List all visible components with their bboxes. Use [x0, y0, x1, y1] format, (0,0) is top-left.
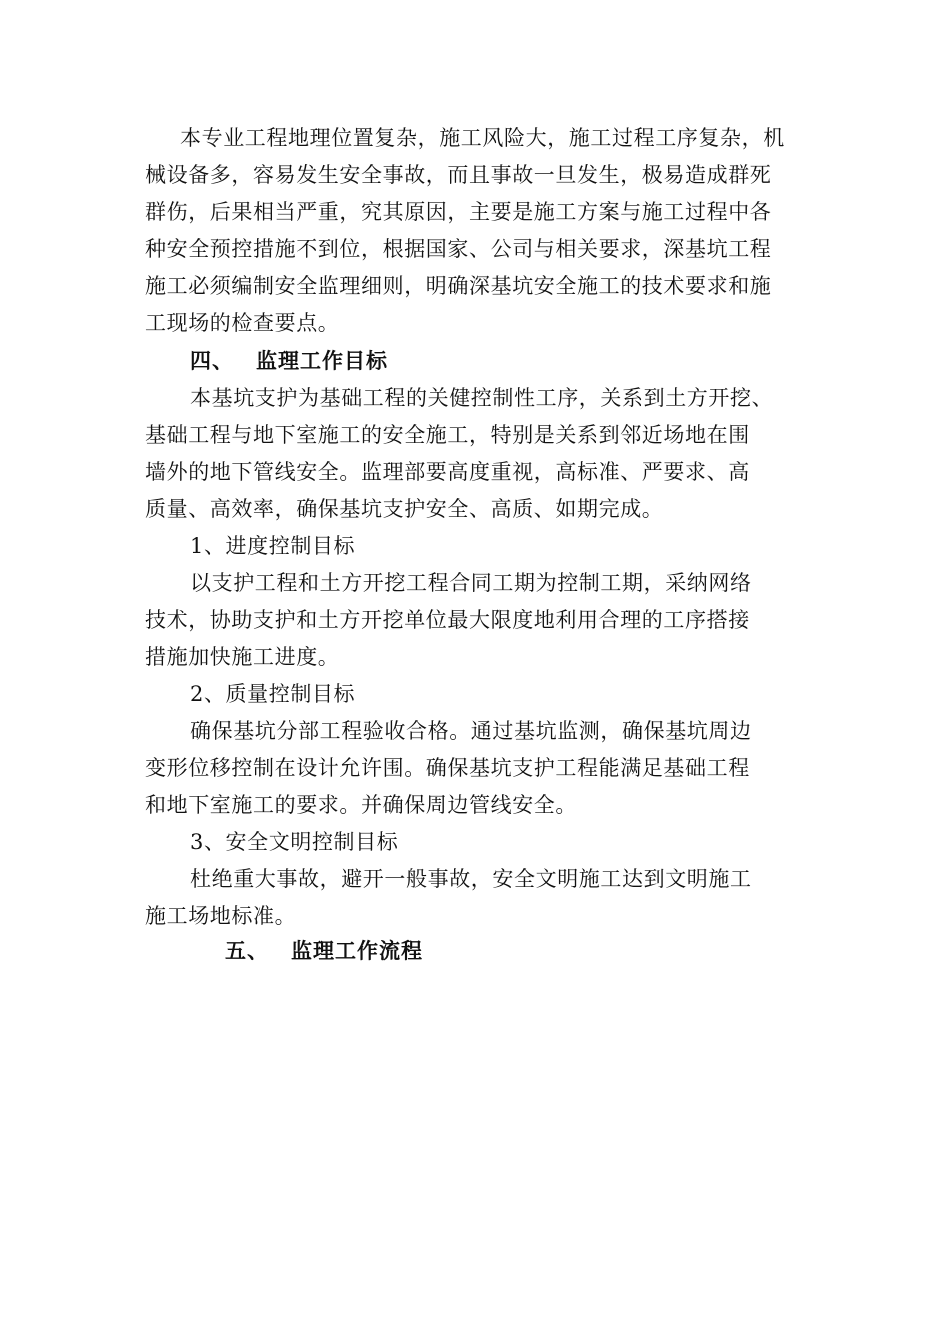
- item-1-line-1: 以支护工程和土方开挖工程合同工期为控制工期，采纳网络: [190, 571, 752, 595]
- item-3-title: 3、安全文明控制目标: [190, 830, 399, 854]
- goal-line-4: 质量、高效率，确保基坑支护安全、高质、如期完成。: [145, 497, 664, 521]
- section-4-title: 监理工作目标: [256, 348, 388, 373]
- section-5-number: 五、: [225, 938, 269, 963]
- intro-line-1: 本专业工程地理位置复杂，施工风险大，施工过程工序复杂，机: [180, 126, 785, 150]
- goal-line-2: 基础工程与地下室施工的安全施工，特别是关系到邻近场地在围: [145, 423, 750, 447]
- item-1-title: 1、进度控制目标: [190, 534, 356, 558]
- item-3-line-2: 施工场地标准。: [145, 904, 297, 928]
- intro-line-5: 施工必须编制安全监理细则，明确深基坑安全施工的技术要求和施: [145, 274, 772, 298]
- section-4-number: 四、: [190, 348, 234, 373]
- item-3-line-1: 杜绝重大事故，避开一般事故，安全文明施工达到文明施工: [190, 867, 752, 891]
- item-2-line-3: 和地下室施工的要求。并确保周边管线安全。: [145, 793, 577, 817]
- section-5-heading: [225, 938, 423, 964]
- item-1-line-2: 技术，协助支护和土方开挖单位最大限度地利用合理的工序搭接: [145, 608, 750, 632]
- section-5-title: 监理工作流程: [291, 938, 423, 963]
- section-4-heading: [190, 348, 388, 374]
- goal-line-3: 墙外的地下管线安全。监理部要高度重视，高标准、严要求、高: [145, 460, 750, 484]
- item-1-line-3: 措施加快施工进度。: [145, 645, 340, 669]
- item-2-title: 2、质量控制目标: [190, 682, 356, 706]
- intro-line-6: 工现场的检查要点。: [145, 311, 340, 335]
- goal-line-1: 本基坑支护为基础工程的关健控制性工序，关系到土方开挖、: [190, 386, 774, 410]
- intro-line-3: 群伤，后果相当严重，究其原因，主要是施工方案与施工过程中各: [145, 200, 772, 224]
- item-2-line-2: 变形位移控制在设计允许围。确保基坑支护工程能满足基础工程: [145, 756, 750, 780]
- intro-line-4: 种安全预控措施不到位，根据国家、公司与相关要求，深基坑工程: [145, 237, 772, 261]
- intro-line-2: 械设备多，容易发生安全事故，而且事故一旦发生，极易造成群死: [145, 163, 772, 187]
- item-2-line-1: 确保基坑分部工程验收合格。通过基坑监测，确保基坑周边: [190, 719, 752, 743]
